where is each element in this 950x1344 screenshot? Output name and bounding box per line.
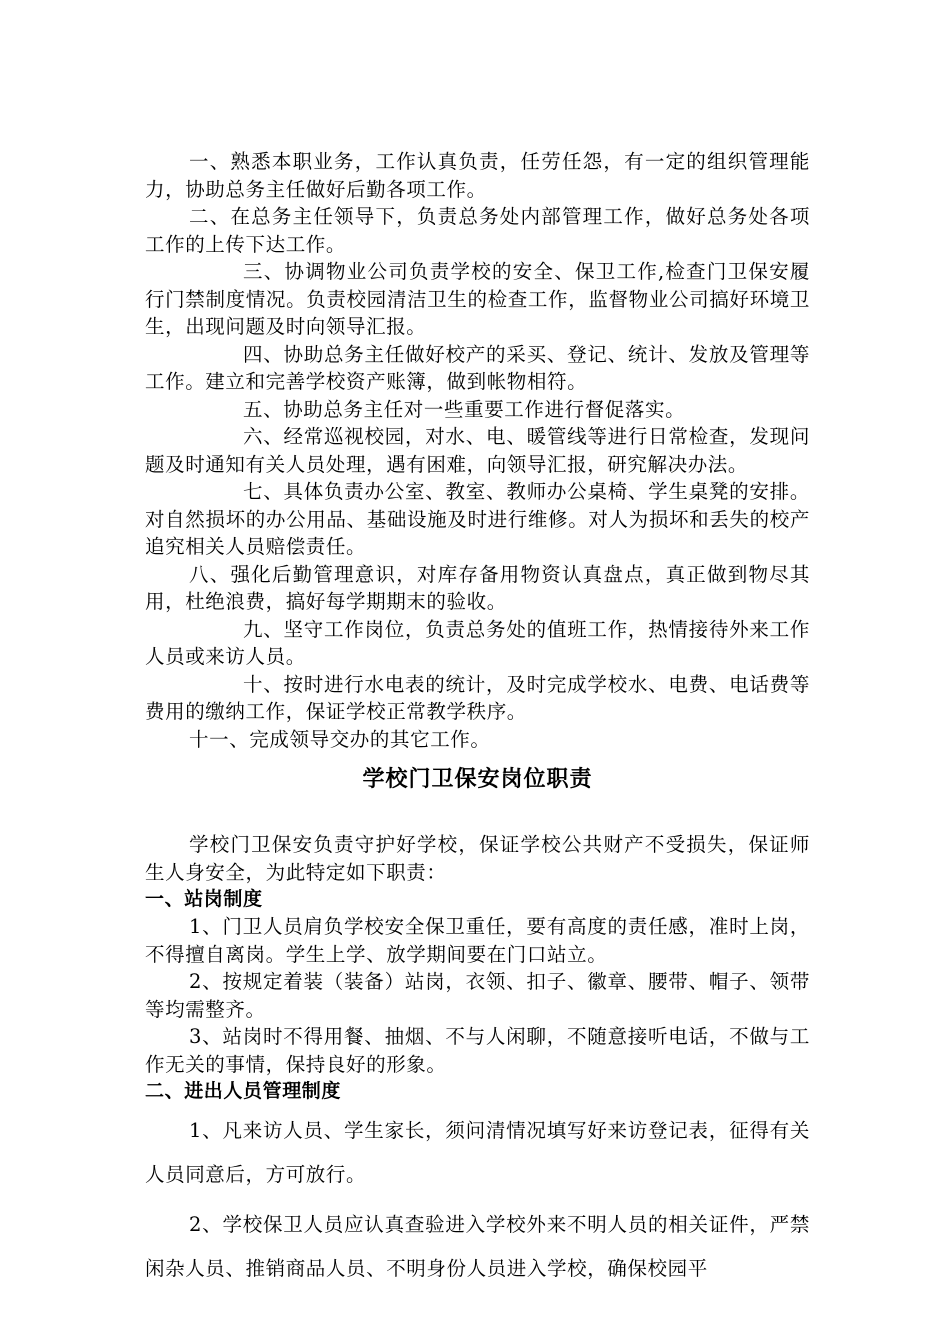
duty-item-9: 九、坚守工作岗位，负责总务处的值班工作，热情接待外来工作人员或来访人员。 [145,617,810,668]
section-heading-guard-duty: 一、站岗制度 [145,888,263,910]
duty-item-7: 七、具体负责办公室、教室、教师办公桌椅、学生桌凳的安排。对自然损坏的办公用品、基础设施及时进行维修。对人为损坏和丢失的校产追究相关人员赔偿责任。 [145,480,810,558]
intro-paragraph: 学校门卫保安负责守护好学校，保证学校公共财产不受损失，保证师生人身安全，为此特定如下职责： [145,833,810,884]
duty-item-3: 三、协调物业公司负责学校的安全、保卫工作,检查门卫保安履行门禁制度情况。负责校园清洁卫生的检查工作，监督物业公司搞好环境卫生，出现问题及时向领导汇报。 [145,260,810,338]
section-heading-visitor-management: 二、进出人员管理制度 [145,1080,342,1102]
guard-duty-item-2: 2、按规定着装（装备）站岗，衣领、扣子、徽章、腰带、帽子、领带等均需整齐。 [145,970,810,1021]
duty-item-8: 八、强化后勤管理意识，对库存备用物资认真盘点，真正做到物尽其用，杜绝浪费，搞好每学期期末的验收。 [145,562,810,613]
guard-duty-item-1: 1、门卫人员肩负学校安全保卫重任，要有高度的责任感，准时上岗，不得擅自离岗。学生上学、放学期间要在门口站立。 [145,915,810,966]
duty-item-5: 五、协助总务主任对一些重要工作进行督促落实。 [243,397,686,421]
document-body [145,148,810,1291]
duty-item-10: 十、按时进行水电表的统计，及时完成学校水、电费、电话费等费用的缴纳工作，保证学校正常教学秩序。 [145,672,810,723]
duty-item-4: 四、协助总务主任做好校产的采买、登记、统计、发放及管理等工作。建立和完善学校资产账簿，做到帐物相符。 [145,342,810,393]
visitor-management-item-2: 2、学校保卫人员应认真查验进入学校外来不明人员的相关证件，严禁闲杂人员、推销商品人员、不明身份人员进入学校，确保校园平 [145,1213,810,1280]
visitor-management-item-1: 1、凡来访人员、学生家长，须问清情况填写好来访登记表，征得有关人员同意后，方可放行。 [145,1119,810,1186]
duty-item-11: 十一、完成领导交办的其它工作。 [189,727,491,751]
duty-item-6: 六、经常巡视校园，对水、电、暖管线等进行日常检查，发现问题及时通知有关人员处理，遇有困难，向领导汇报，研究解决办法。 [145,425,810,476]
duty-item-2: 二、在总务主任领导下，负责总务处内部管理工作，做好总务处各项工作的上传下达工作。 [145,205,810,256]
duty-item-1: 一、熟悉本职业务，工作认真负责，任劳任怨，有一定的组织管理能力，协助总务主任做好后勤各项工作。 [145,150,810,201]
document-title: 学校门卫保安岗位职责 [362,767,593,792]
guard-duty-item-3: 3、站岗时不得用餐、抽烟、不与人闲聊，不随意接听电话，不做与工作无关的事情，保持良好的形象。 [145,1025,810,1076]
